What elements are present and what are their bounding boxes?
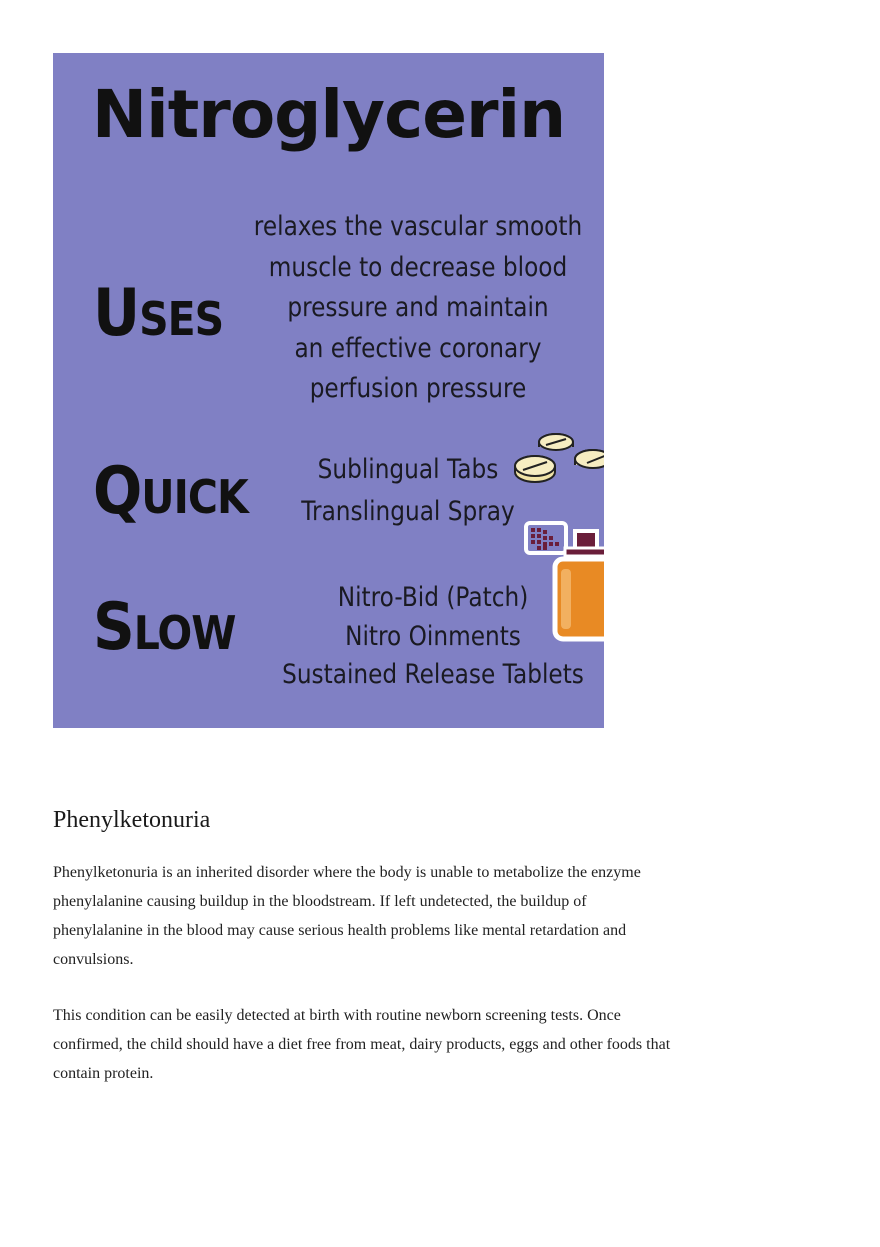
slow-label: Slow [93, 588, 236, 665]
article [53, 800, 693, 1082]
uses-label: Uses [93, 274, 224, 351]
article-paragraph: This condition can be easily detected at birth with routine newborn screening tests. Once confirmed, the child should have a diet free from meat, dairy products, eggs and other foods that contain protein. [53, 1007, 671, 1082]
uses-line: perfusion pressure [309, 373, 527, 404]
quick-description [283, 449, 532, 533]
uses-line: muscle to decrease blood [268, 251, 568, 283]
slow-description [261, 579, 604, 695]
article-paragraph: Phenylketonuria is an inherited disorder where the body is unable to metabolize the enzyme phenylalanine causing buildup in the bloodstream. If left undetected, the buildup of phenylalanine in the blood may cause serious health problems like mental retardation and convulsions. [53, 864, 641, 968]
slow-line: Sustained Release Tablets [282, 659, 584, 690]
slow-line: Nitro Oinments [345, 620, 521, 652]
uses-line: an effective coronary [294, 332, 542, 364]
slow-line: Nitro-Bid (Patch) [337, 582, 529, 613]
quick-label: Quick [93, 452, 248, 529]
uses-description [250, 207, 585, 410]
nitroglycerin-infographic [53, 53, 604, 728]
quick-line: Translingual Spray [301, 496, 515, 527]
article-heading: Phenylketonuria [53, 807, 211, 833]
uses-line: relaxes the vascular smooth [253, 211, 583, 242]
quick-line: Sublingual Tabs [317, 454, 499, 485]
infographic-title: Nitroglycerin [91, 76, 566, 153]
uses-line: pressure and maintain [287, 292, 549, 323]
